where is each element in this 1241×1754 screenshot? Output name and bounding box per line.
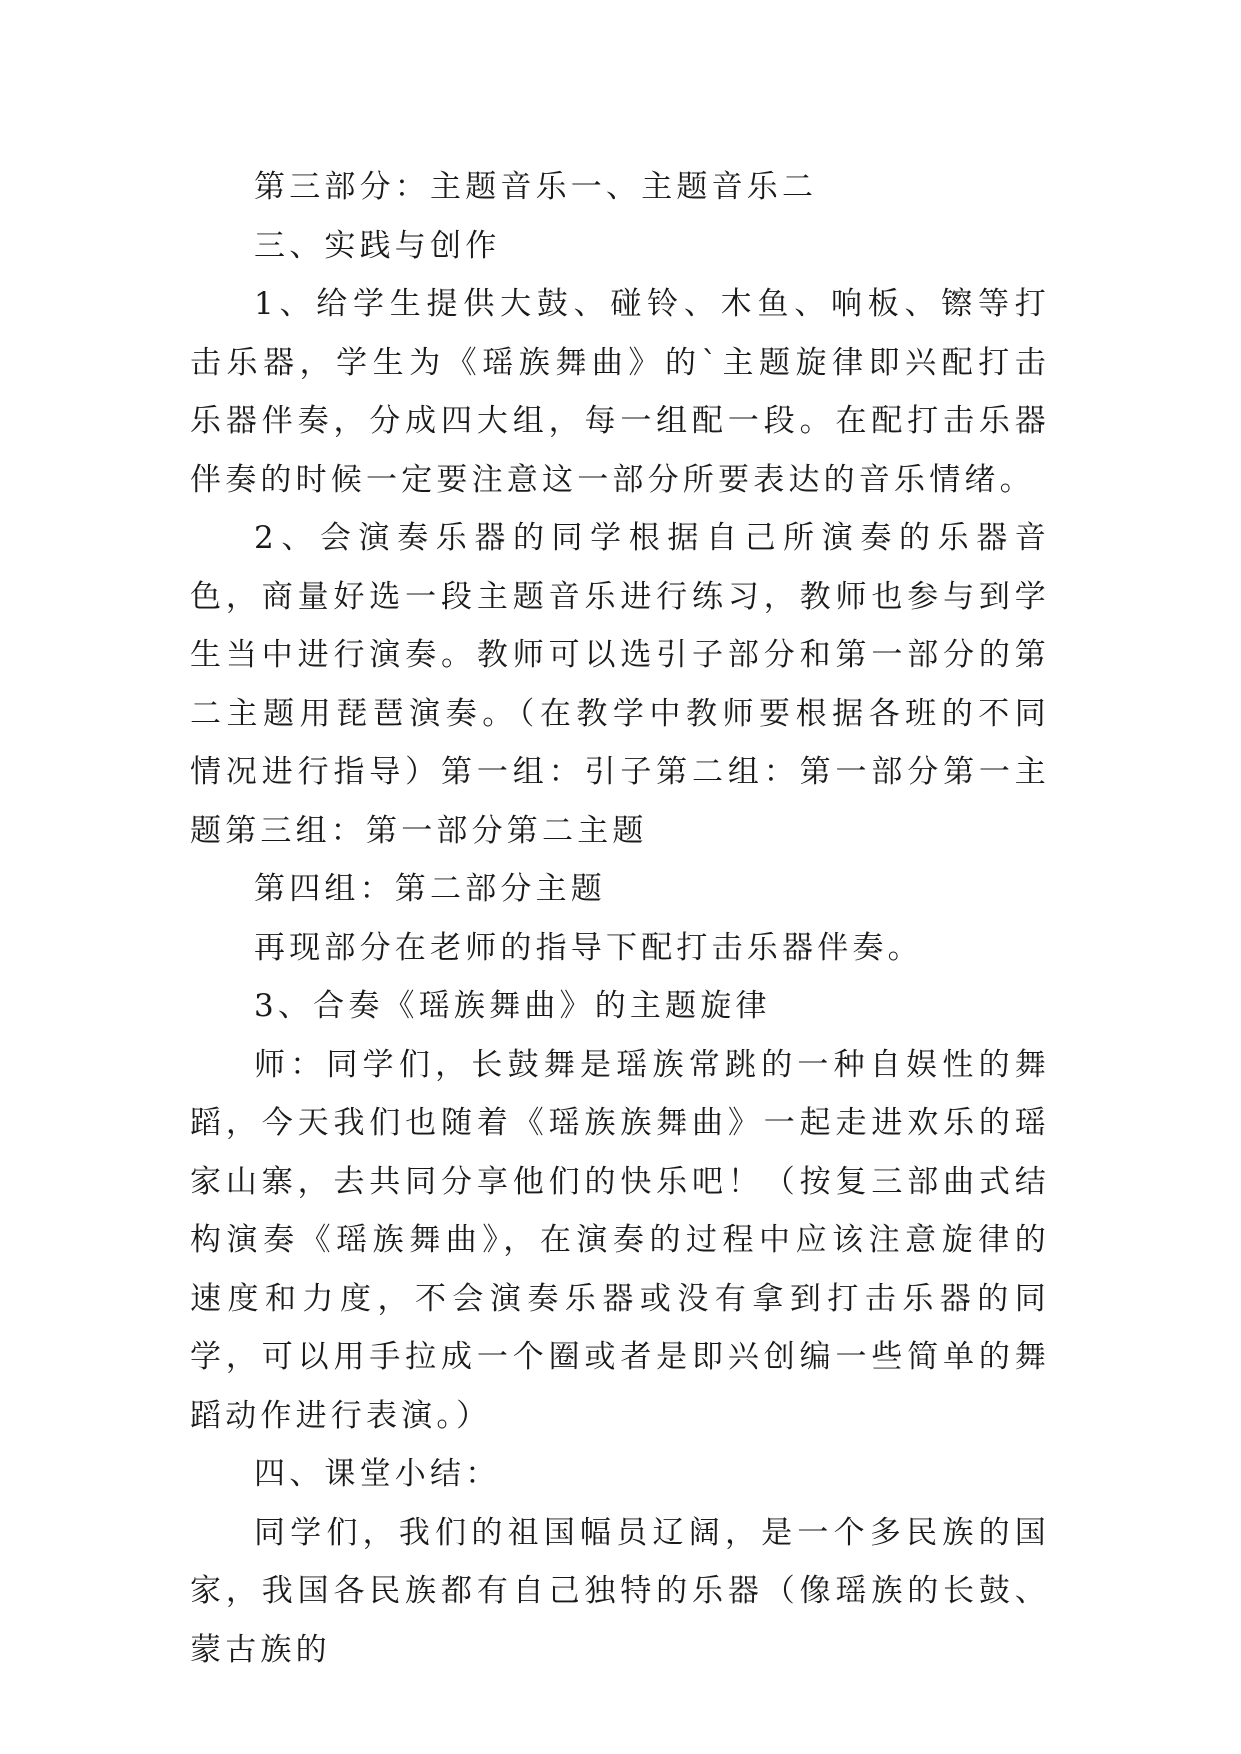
- paragraph-instrument-practice: 2、会演奏乐器的同学根据自己所演奏的乐器音色，商量好选一段主题音乐进行练习，教师也参与到学生当中进行演奏。教师可以选引子部分和第一部分的第二主题用琵琶演奏。（在教学中教师要根据各班的不同情况进行指导）第一组：引子第二组：第一部分第一主题第三组：第一部分第二主题: [190, 520, 1050, 849]
- paragraph-summary-text: 同学们，我们的祖国幅员辽阔，是一个多民族的国家，我国各民族都有自己独特的乐器（像瑶族的长鼓、蒙古族的: [190, 1514, 1050, 1668]
- paragraph-percussion-accompaniment: 1、给学生提供大鼓、碰铃、木鱼、响板、镲等打击乐器，学生为《瑶族舞曲》的`主题旋律即兴配打击乐器伴奏，分成四大组，每一组配一段。在配打击乐器伴奏的时候一定要注意这一部分所要表达的音乐情绪。: [190, 286, 1050, 498]
- heading-practice-creation: 三、实践与创作: [254, 227, 501, 264]
- paragraph-teacher-speech: 师：同学们，长鼓舞是瑶族常跳的一种自娱性的舞蹈，今天我们也随着《瑶族族舞曲》一起走进欢乐的瑶家山寨，去共同分享他们的快乐吧！（按复三部曲式结构演奏《瑶族舞曲》，在演奏的过程中应该注意旋律的速度和力度，不会演奏乐器或没有拿到打击乐器的同学，可以用手拉成一个圈或者是即兴创编一些简单的舞蹈动作进行表演。）: [190, 1046, 1050, 1434]
- document-body: [190, 158, 1050, 1679]
- paragraph-recapitulation: 再现部分在老师的指导下配打击乐器伴奏。: [254, 929, 923, 966]
- heading-class-summary: 四、课堂小结：: [254, 1456, 501, 1492]
- paragraph-part-three-themes: 第三部分：主题音乐一、主题音乐二: [254, 169, 818, 205]
- paragraph-ensemble-heading: 3、合奏《瑶族舞曲》的主题旋律: [254, 988, 771, 1024]
- paragraph-group-four: 第四组：第二部分主题: [254, 871, 606, 907]
